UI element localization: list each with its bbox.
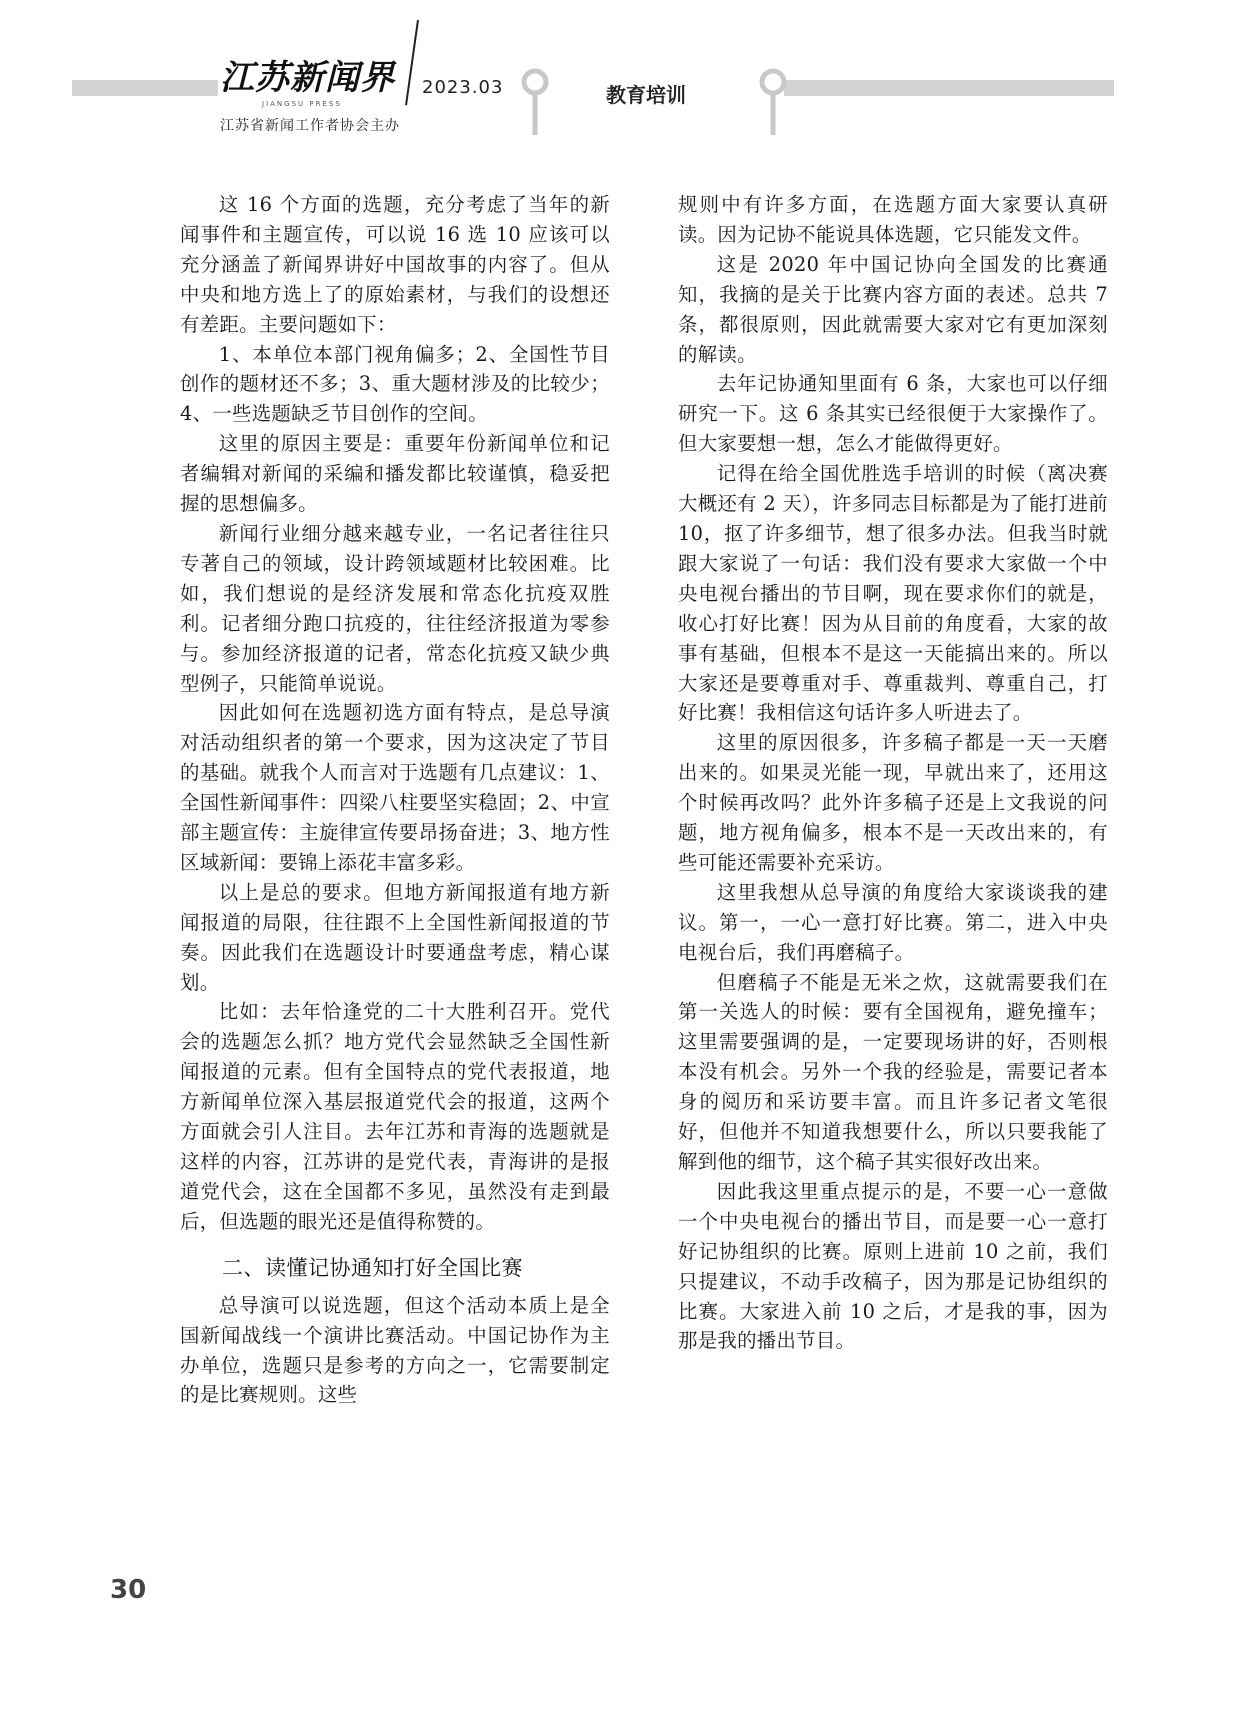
paragraph: 比如：去年恰逢党的二十大胜利召开。党代会的选题怎么抓？地方党代会显然缺乏全国性新闻报道的元素。但有全国特点的党代表报道，地方新闻单位深入基层报道党代会的报道，这两个方面就会引人注目。去年江苏和青海的选题就是这样的内容，江苏讲的是党代表，青海讲的是报道党代会，这在全国都不多见，虽然没有走到最后，但选题的眼光还是值得称赞的。 [180, 1000, 610, 1233]
paragraph: 以上是总的要求。但地方新闻报道有地方新闻报道的局限，往往跟不上全国性新闻报道的节奏。因此我们在选题设计时要通盘考虑，精心谋划。 [180, 880, 610, 994]
paragraph: 去年记协通知里面有 6 条，大家也可以仔细研究一下。这 6 条其实已经很便于大家操作了。但大家要想一想，怎么才能做得更好。 [678, 372, 1108, 456]
magazine-masthead: 江苏新闻界 [220, 58, 395, 98]
paragraph: 总导演可以说选题，但这个活动本质上是全国新闻战线一个演讲比赛活动。中国记协作为主办单位，选题只是参考的方向之一，它需要制定的是比赛规则。这些 [180, 1293, 610, 1407]
paragraph: 因此如何在选题初选方面有特点，是总导演对活动组织者的第一个要求，因为这决定了节目的基础。就我个人而言对于选题有几点建议：1、全国性新闻事件：四梁八柱要坚实稳固；2、中宣部主题宣传：主旋律宣传要昂扬奋进；3、地方性区域新闻：要锦上添花丰富多彩。 [180, 701, 610, 874]
page-number: 30 [110, 1575, 147, 1605]
paragraph: 这里的原因很多，许多稿子都是一天一天磨出来的。如果灵光能一现，早就出来了，还用这个时候再改吗？此外许多稿子还是上文我说的问题，地方视角偏多，根本不是一天改出来的，有些可能还需要补充采访。 [678, 731, 1108, 874]
paragraph: 因此我这里重点提示的是，不要一心一意做一个中央电视台的播出节目，而是要一心一意打好记协组织的比赛。原则上进前 10 之前，我们只提建议，不动手改稿子，因为那是记协组织的比赛。大家进入前 10 之后，才是我的事，因为那是我的播出节目。 [678, 1179, 1108, 1353]
paragraph: 这是 2020 年中国记协向全国发的比赛通知，我摘的是关于比赛内容方面的表述。总共 7 条，都很原则，因此就需要大家对它有更加深刻的解读。 [678, 252, 1108, 366]
header-bar-right [784, 80, 1114, 96]
paragraph: 这里我想从总导演的角度给大家谈谈我的建议。第一，一心一意打好比赛。第二，进入中央电视台后，我们再磨稿子。 [678, 880, 1108, 964]
section-heading: 二、读懂记协通知打好全国比赛 [222, 1255, 523, 1280]
pin-icon [520, 68, 550, 138]
paragraph: 新闻行业细分越来越专业，一名记者往往只专著自己的领域，设计跨领域题材比较困难。比如，我们想说的是经济发展和常态化抗疫双胜利。记者细分跑口抗疫的，往往经济报道为零参与。参加经济报道的记者，常态化抗疫又缺少典型例子，只能简单说说。 [180, 521, 610, 695]
issue-number: 2023.03 [422, 77, 504, 98]
article-column-right [678, 190, 1108, 1356]
paragraph: 记得在给全国优胜选手培训的时候（离决赛大概还有 2 天），许多同志目标都是为了能打进前 10，抠了许多细节，想了很多办法。但我当时就跟大家说了一句话：我们没有要求大家做一个中央电视台播出的节目啊，现在要求你们的就是，收心打好比赛！因为从目前的角度看，大家的故事有基础，但根本不是这一天能搞出来的。所以大家还是要尊重对手、尊重裁判、尊重自己，打好比赛！我相信这句话许多人听进去了。 [678, 462, 1108, 725]
paragraph: 但磨稿子不能是无米之炊，这就需要我们在第一关选人的时候：要有全国视角，避免撞车；这里需要强调的是，一定要现场讲的好，否则根本没有机会。另外一个我的经验是，需要记者本身的阅历和采访要丰富。而且许多记者文笔很好，但他并不知道我想要什么，所以只要我能了解到他的细节，这个稿子其实很好改出来。 [678, 970, 1108, 1173]
masthead-english: JIANGSU PRESS [262, 100, 342, 108]
section-title: 教育培训 [606, 83, 686, 107]
paragraph: 1、本单位本部门视角偏多；2、全国性节目创作的题材还不多；3、重大题材涉及的比较少；4、一些选题缺乏节目创作的空间。 [180, 342, 610, 426]
header-divider [405, 20, 419, 105]
paragraph-continued: 规则中有许多方面，在选题方面大家要认真研读。因为记协不能说具体选题，它只能发文件。 [678, 193, 1108, 246]
paragraph: 这里的原因主要是：重要年份新闻单位和记者编辑对新闻的采编和播发都比较谨慎，稳妥把握的思想偏多。 [180, 432, 610, 516]
sponsor-line: 江苏省新闻工作者协会主办 [220, 118, 400, 134]
paragraph: 这 16 个方面的选题，充分考虑了当年的新闻事件和主题宣传，可以说 16 选 10 应该可以充分涵盖了新闻界讲好中国故事的内容了。但从中央和地方选上了的原始素材，与我们的设想还有差距。主要问题如下： [180, 193, 610, 336]
article-column-left [180, 190, 610, 1410]
header-bar-left [72, 80, 218, 96]
pin-icon [758, 68, 788, 138]
